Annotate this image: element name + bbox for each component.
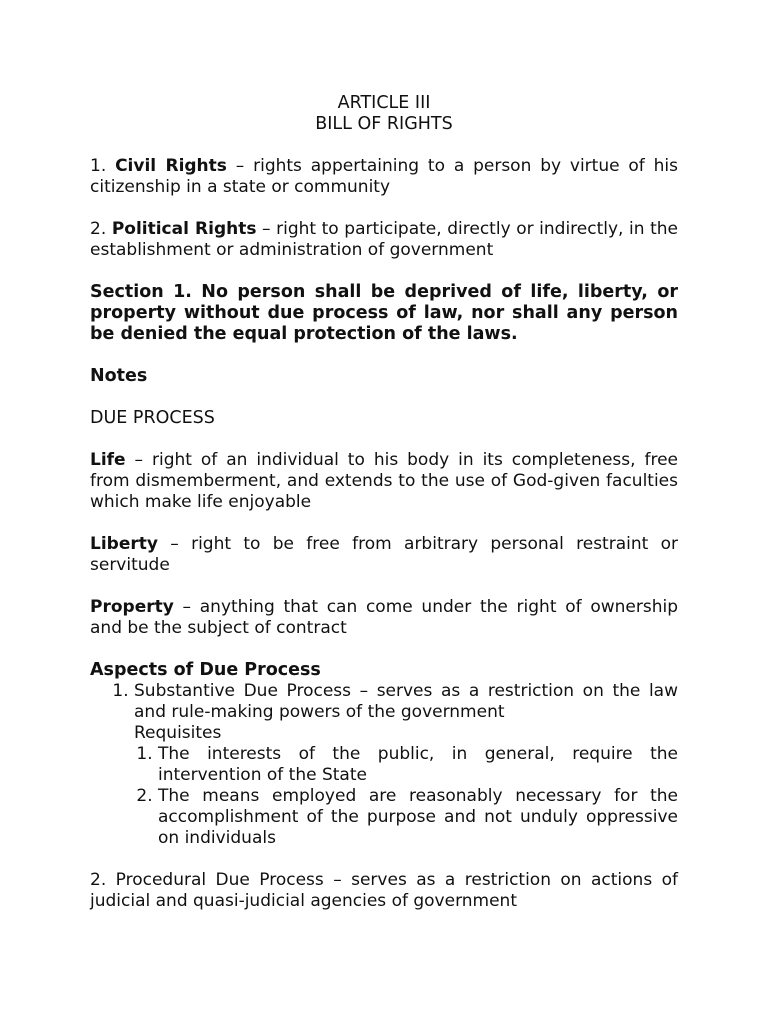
term-label: Liberty [90, 534, 158, 554]
aspects-list [90, 681, 678, 849]
term-label: Life [90, 450, 126, 470]
requisites-label: Requisites [134, 723, 222, 743]
due-process-heading: DUE PROCESS [90, 408, 215, 428]
definition-text: – right to participate, directly or indirectly, in the establishment or administration of government [90, 219, 678, 260]
definition-political-rights [90, 219, 678, 261]
notes-heading: Notes [90, 366, 148, 386]
list-item: 1. The interests of the public, in general, require the intervention of the State [158, 744, 678, 786]
definition-term: Political Rights [111, 219, 257, 239]
term-life [90, 450, 678, 513]
article-title: BILL OF RIGHTS [315, 114, 453, 134]
procedural-due-process-text: 2. Procedural Due Process – serves as a restriction on actions of judicial and quasi-judicial agencies of government [90, 870, 678, 911]
list-item: 2. The means employed are reasonably necessary for the accomplishment of the purpose and not unduly oppressive on individuals [158, 786, 678, 849]
requisites-list [134, 744, 678, 849]
term-text: – anything that can come under the right of ownership and be the subject of contract [90, 597, 678, 638]
definition-term: Civil Rights [115, 156, 227, 176]
section-1-text: Section 1. No person shall be deprived of life, liberty, or property without due process of law, nor shall any person be denied the equal protection of the laws. [90, 282, 678, 344]
term-property [90, 597, 678, 639]
definition-number: 2. [90, 219, 107, 239]
term-liberty [90, 534, 678, 576]
list-item [134, 681, 678, 849]
definition-number: 1. [90, 156, 107, 176]
definition-text: – rights appertaining to a person by virtue of his citizenship in a state or community [90, 156, 678, 197]
substantive-due-process-text: Substantive Due Process – serves as a restriction on the law and rule-making powers of the government [134, 681, 678, 722]
term-text: – right to be free from arbitrary personal restraint or servitude [90, 534, 678, 575]
definition-civil-rights [90, 156, 678, 198]
aspects-heading: Aspects of Due Process [90, 660, 321, 680]
article-number: ARTICLE III [337, 93, 431, 113]
term-label: Property [90, 597, 174, 617]
term-text: – right of an individual to his body in its completeness, free from dismemberment, and extends to the use of God-given faculties which make life enjoyable [90, 450, 678, 512]
